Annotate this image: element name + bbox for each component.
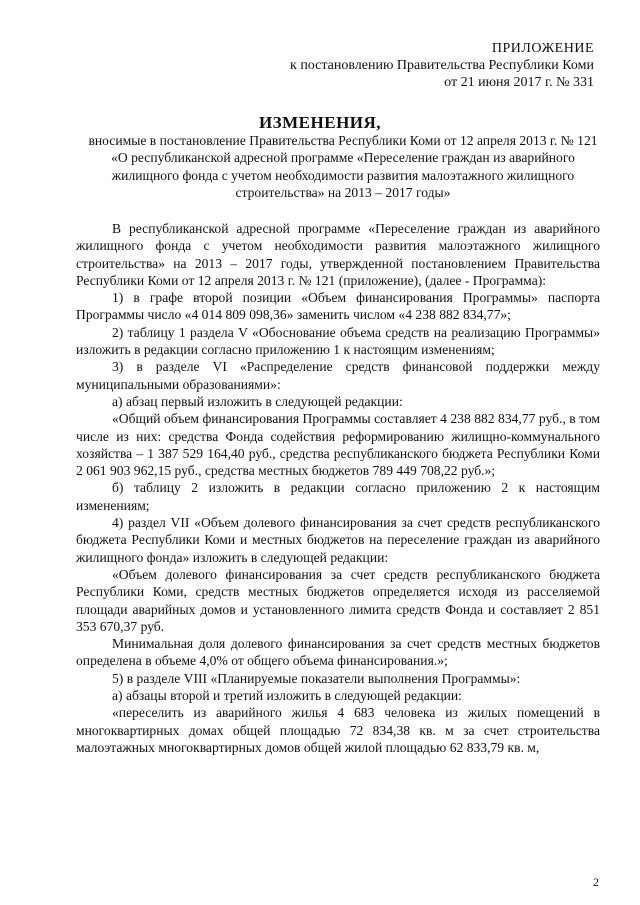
paragraph: В республиканской адресной программе «Переселение граждан из аварийного жилищного фонда с учетом необходимости развития малоэтажного жилищного строительства» на 2013 – 2017 годы, утвержденной постановлением Правительства Республики Коми от 12 апреля 2013 г. № 121 (приложение), (далее - Программа):: [76, 221, 600, 288]
paragraph: Минимальная доля долевого финансирования за счет средств местных бюджетов определена в объеме 4,0% от общего объема финансирования.»;: [76, 636, 600, 669]
appendix-header: [290, 40, 594, 91]
document-title: ИЗМЕНЕНИЯ,: [258, 113, 382, 132]
paragraph: а) абзац первый изложить в следующей редакции:: [112, 393, 403, 409]
page-number: 2: [593, 875, 599, 889]
document-body: [76, 220, 600, 756]
paragraph: «Общий объем финансирования Программы составляет 4 238 882 834,77 руб., в том числе из них: средства Фонда содействия реформированию жилищно-коммунального хозяйства – 1 387 529 164,40 руб., средства республиканского бюджета Республики Коми 2 061 903 962,15 руб., средства местных бюджетов 789 449 708,22 руб.»;: [76, 411, 600, 479]
resolution-reference: к постановлению Правительства Республики Коми: [290, 58, 594, 73]
resolution-date: от 21 июня 2017 г. № 331: [444, 75, 594, 90]
document-subtitle: вносимые в постановление Правительства Республики Коми от 12 апреля 2013 г. № 121 «О республиканской адресной программе «Переселение граждан из аварийного жилищного фонда с учетом необходимости развития малоэтажного жилищного строительства» на 2013 – 2017 годы»: [88, 133, 598, 200]
appendix-label: ПРИЛОЖЕНИЕ: [491, 41, 594, 56]
paragraph: 3) в разделе VI «Распределение средств финансовой поддержки между муниципальными образованиями»:: [76, 359, 600, 392]
paragraph: б) таблицу 2 изложить в редакции согласно приложению 2 к настоящим изменениям;: [76, 480, 600, 513]
paragraph: «Объем долевого финансирования за счет средств республиканского бюджета Республики Коми, средств местных бюджетов определяется исходя из расселяемой площади аварийных домов и установленного лимита средств Фонда и составляет 2 851 353 670,37 руб.: [76, 566, 600, 634]
paragraph: 1) в графе второй позиции «Объем финансирования Программы» паспорта Программы число «4 014 809 098,36» заменить числом «4 238 882 834,77»;: [76, 290, 600, 323]
paragraph: а) абзацы второй и третий изложить в следующей редакции:: [112, 688, 462, 704]
paragraph: 4) раздел VII «Объем долевого финансирования за счет средств республиканского бюджета Республики Коми и местных бюджетов на переселение граждан из аварийного жилищного фонда» изложить в следующей редакции:: [76, 515, 600, 565]
paragraph: 2) таблицу 1 раздела V «Обоснование объема средств на реализацию Программы» изложить в редакции согласно приложению 1 к настоящим изменениям;: [76, 324, 600, 358]
paragraph: «переселить из аварийного жилья 4 683 человека из жилых помещений в многоквартирных домах общей площадью 72 834,38 кв. м за счет строительства малоэтажных многоквартирных домов общей жилой площадью 62 833,79 кв. м,: [76, 705, 600, 755]
paragraph: 5) в разделе VIII «Планируемые показатели выполнения Программы»:: [112, 670, 521, 686]
